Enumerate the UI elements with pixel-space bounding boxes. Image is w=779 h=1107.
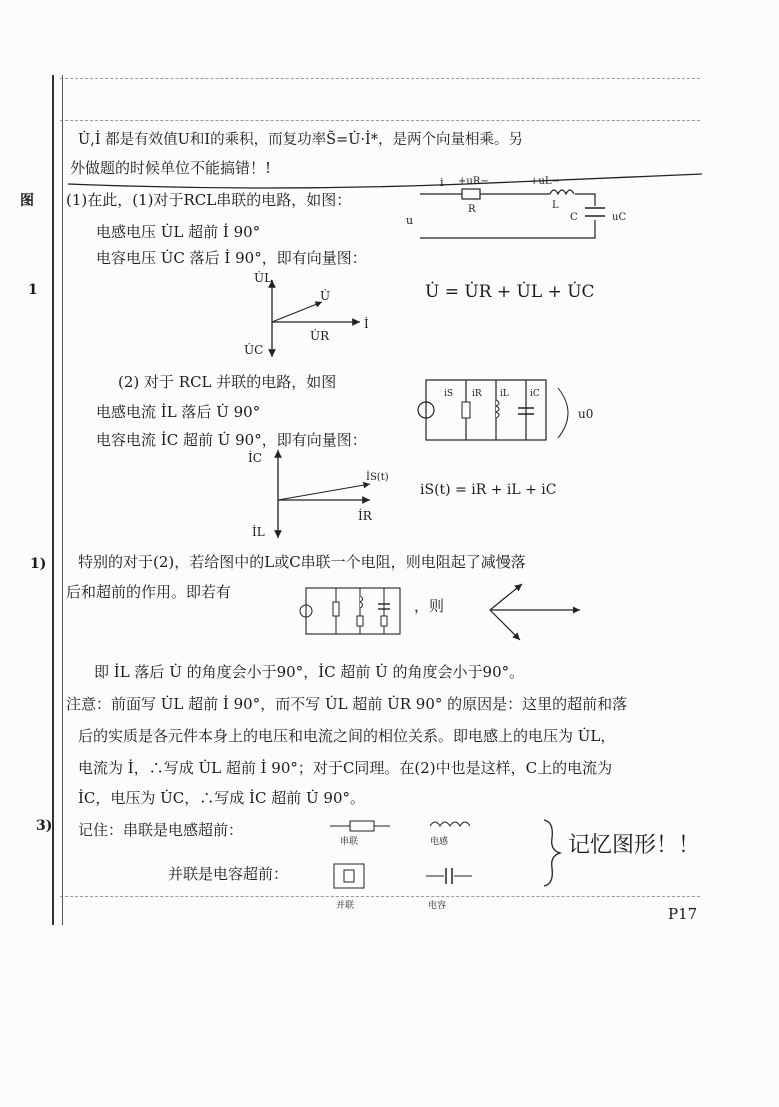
series-inductor-text: 电感电压 U̇L 超前 İ 90° [96, 223, 261, 241]
series-heading: (1)在此，(1)对于RCL串联的电路，如图： [66, 191, 352, 209]
modified-parallel-circuit [296, 580, 412, 640]
margin-mark: 3) [36, 818, 53, 834]
parallel-capacitor-text: 电容电流 İC 超前 U̇ 90°，即有向量图： [96, 431, 367, 449]
parallel-equation: iS(t) = iR + iL + iC [420, 482, 557, 498]
label-capacitor: 电容 [428, 901, 447, 911]
margin-mark: 1 [28, 282, 38, 298]
curly-brace [540, 818, 564, 888]
result-line: 即 İL 落后 U̇ 的角度会小于90°，İC 超前 U̇ 的角度会小于90°。 [94, 663, 525, 681]
series-equation: U̇ = U̇R + U̇L + U̇C [425, 282, 595, 302]
ruled-line [60, 120, 700, 121]
phasor-IS: İS(t) [366, 472, 389, 483]
ruled-line [60, 78, 700, 79]
phasor-IC: İC [248, 451, 262, 465]
circuit-label-iS: iS [444, 389, 454, 399]
memory-diagrams [320, 814, 520, 914]
page-number: P17 [668, 905, 698, 923]
label-series-box: 串联 [340, 837, 359, 847]
circuit-label-iR: iR [472, 389, 482, 399]
phasor-UR: U̇R [310, 329, 330, 343]
circuit-label-C: C [570, 212, 578, 223]
special-line-2: 后和超前的作用。即若有 [66, 583, 232, 601]
series-circuit-diagram [400, 168, 650, 250]
circuit-label-L: L [552, 200, 559, 211]
circuit-label-iC: iC [530, 389, 540, 399]
parallel-circuit-diagram [408, 368, 628, 448]
margin-mark: 图 [20, 193, 34, 209]
note-line-3: 电流为 İ，∴写成 U̇L 超前 İ 90°；对于C同理。在(2)中也是这样，C上的电流为 [78, 759, 613, 777]
circuit-label-iL: iL [500, 389, 509, 399]
phasor-U: U̇ [320, 289, 331, 303]
memory-parallel-text: 并联是电容超前： [168, 865, 289, 883]
note-line-2: 后的实质是各元件本身上的电压和电流之间的相位关系。即电感上的电压为 U̇L， [78, 727, 616, 745]
margin-line-2 [62, 75, 63, 925]
modified-phasor-diagram [480, 570, 590, 660]
then-text: ，则 [414, 597, 445, 615]
memory-big-text: 记忆图形！！ [568, 833, 701, 858]
note-line-1: 注意：前面写 U̇L 超前 İ 90°，而不写 U̇L 超前 U̇R 90° 的原因是：这里的超前和落 [66, 695, 628, 713]
circuit-label-u0: u0 [578, 407, 594, 421]
circuit-label-u: u [406, 214, 414, 227]
phasor-IL: İL [252, 525, 265, 539]
circuit-label-i: i [440, 176, 444, 189]
note-line-4: İC，电压为 U̇C，∴写成 İC 超前 U̇ 90°。 [78, 789, 365, 807]
circuit-label-uL: +uL− [530, 176, 560, 187]
phasor-IR: İR [358, 509, 372, 523]
intro-line-1: U̇,İ 都是有效值U和I的乘积，而复功率S̃=U̇·İ*，是两个向量相乘。另 [78, 132, 524, 148]
circuit-label-R: R [468, 204, 476, 215]
label-inductor: 电感 [430, 837, 449, 847]
series-phasor-diagram [230, 262, 380, 362]
memory-series-text: 记住：串联是电感超前： [78, 821, 244, 839]
special-line-1: 特别的对于(2)，若给图中的L或C串联一个电阻，则电阻起了减慢落 [78, 553, 526, 571]
intro-line-2: 外做题的时候单位不能搞错！! [70, 159, 272, 177]
parallel-heading: (2) 对于 RCL 并联的电路，如图 [118, 373, 337, 391]
parallel-inductor-text: 电感电流 İL 落后 U̇ 90° [96, 403, 261, 421]
series-capacitor-text: 电容电压 U̇C 落后 İ 90°，即有向量图： [96, 249, 367, 267]
circuit-label-uR: +uR− [458, 176, 489, 187]
circuit-label-uC: uC [612, 212, 627, 223]
phasor-UL: U̇L [254, 271, 273, 285]
phasor-I: İ [364, 317, 369, 331]
label-parallel-box: 并联 [336, 901, 355, 911]
margin-mark: 1) [30, 556, 47, 572]
parallel-phasor-diagram [238, 440, 408, 545]
margin-line [52, 75, 54, 925]
phasor-UC: U̇C [244, 343, 264, 357]
